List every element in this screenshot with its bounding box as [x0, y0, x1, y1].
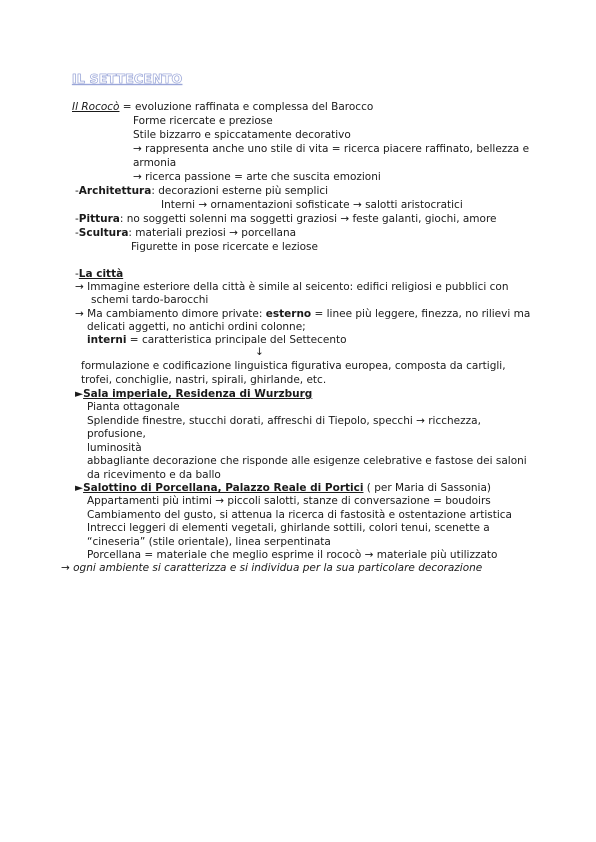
pittura-line [75, 213, 497, 227]
pittura-text: : no soggetti solenni ma soggetti graziosi → feste galanti, giochi, amore [119, 213, 497, 225]
salottino-line: Intrecci leggeri di elementi vegetali, ghirlande sottili, colori tenui, scenette a [87, 522, 490, 534]
architettura-line [75, 185, 328, 199]
dash: - [75, 268, 79, 280]
citta-line: trofei, conchiglie, nastri, spirali, ghirlande, etc. [81, 374, 327, 386]
page-title: IL SETTECENTO [72, 71, 183, 86]
architettura-label: Architettura [78, 185, 152, 197]
architettura-line-2: Interni → ornamentazioni sofisticate → salotti aristocratici [161, 199, 463, 211]
sala-line: Splendide finestre, stucchi dorati, affreschi di Tiepolo, specchi → ricchezza, [87, 415, 481, 427]
salottino-line: “cineseria” (stile orientale), linea serpentinata [87, 536, 331, 548]
salottino-label: Salottino di Porcellana, Palazzo Reale di Portici [83, 482, 364, 494]
citta-line: formulazione e codificazione linguistica figurativa europea, composta da cartigli, [81, 360, 506, 372]
citta-line [75, 308, 530, 322]
salottino-line: Appartamenti più intimi → piccoli salotti, stanze di conversazione = boudoirs [87, 495, 491, 507]
triangle-icon: ► [75, 482, 84, 494]
interni-label: interni [87, 334, 127, 346]
rococo-line: → ricerca passione = arte che suscita emozioni [133, 171, 381, 183]
esterno-label: esterno [265, 308, 312, 320]
salottino-note: ( per Maria di Sassonia) [363, 482, 492, 494]
sala-line: Pianta ottagonale [87, 401, 180, 413]
scultura-line [75, 227, 296, 241]
salottino-heading [75, 482, 491, 496]
scultura-label: Scultura [78, 227, 129, 239]
sala-line: luminosità [87, 442, 142, 454]
triangle-icon: ► [75, 388, 84, 400]
citta-line: → Immagine esteriore della città è simile al seicento: edifici religiosi e pubblici con [75, 281, 509, 293]
conclusion-line: → ogni ambiente si caratterizza e si individua per la sua particolare decorazione [61, 562, 483, 574]
text: → Ma cambiamento dimore private: [75, 308, 266, 320]
salottino-line: Porcellana = materiale che meglio esprime il rococò → materiale più utilizzato [87, 549, 498, 561]
citta-label: La città [78, 268, 124, 280]
scultura-line-2: Figurette in pose ricercate e leziose [131, 241, 318, 253]
pittura-label: Pittura [78, 213, 120, 225]
architettura-text: : decorazioni esterne più semplici [151, 185, 329, 197]
sala-line: profusione, [87, 428, 146, 440]
sala-line: abbagliante decorazione che risponde alle esigenze celebrative e fastose dei saloni [87, 455, 527, 467]
citta-line: schemi tardo-barocchi [91, 294, 209, 306]
rococo-definition [72, 101, 373, 115]
rococo-def-text: = evoluzione raffinata e complessa del Barocco [119, 101, 374, 113]
sala-label: Sala imperiale, Residenza di Wurzburg [83, 388, 313, 400]
rococo-line: → rappresenta anche uno stile di vita = ricerca piacere raffinato, bellezza e [133, 143, 530, 155]
scultura-text: : materiali preziosi → porcellana [128, 227, 297, 239]
rococo-line: Stile bizzarro e spiccatamente decorativo [133, 129, 351, 141]
salottino-line: Cambiamento del gusto, si attenua la ricerca di fastosità e ostentazione artistica [87, 509, 512, 521]
dash: - [75, 213, 79, 225]
dash: - [75, 227, 79, 239]
down-arrow: ↓ [255, 346, 264, 358]
rococo-line: armonia [133, 157, 177, 169]
sala-line: da ricevimento e da ballo [87, 469, 221, 481]
citta-line [87, 334, 347, 348]
sala-heading [75, 388, 312, 402]
text: = caratteristica principale del Settecento [126, 334, 347, 346]
citta-heading [75, 268, 123, 282]
citta-line: delicati aggetti, no antichi ordini colonne; [87, 321, 306, 333]
rococo-label: Il Rococò [72, 101, 120, 113]
dash: - [75, 185, 79, 197]
text: = linee più leggere, finezza, no rilievi ma [311, 308, 531, 320]
rococo-line: Forme ricercate e preziose [133, 115, 273, 127]
